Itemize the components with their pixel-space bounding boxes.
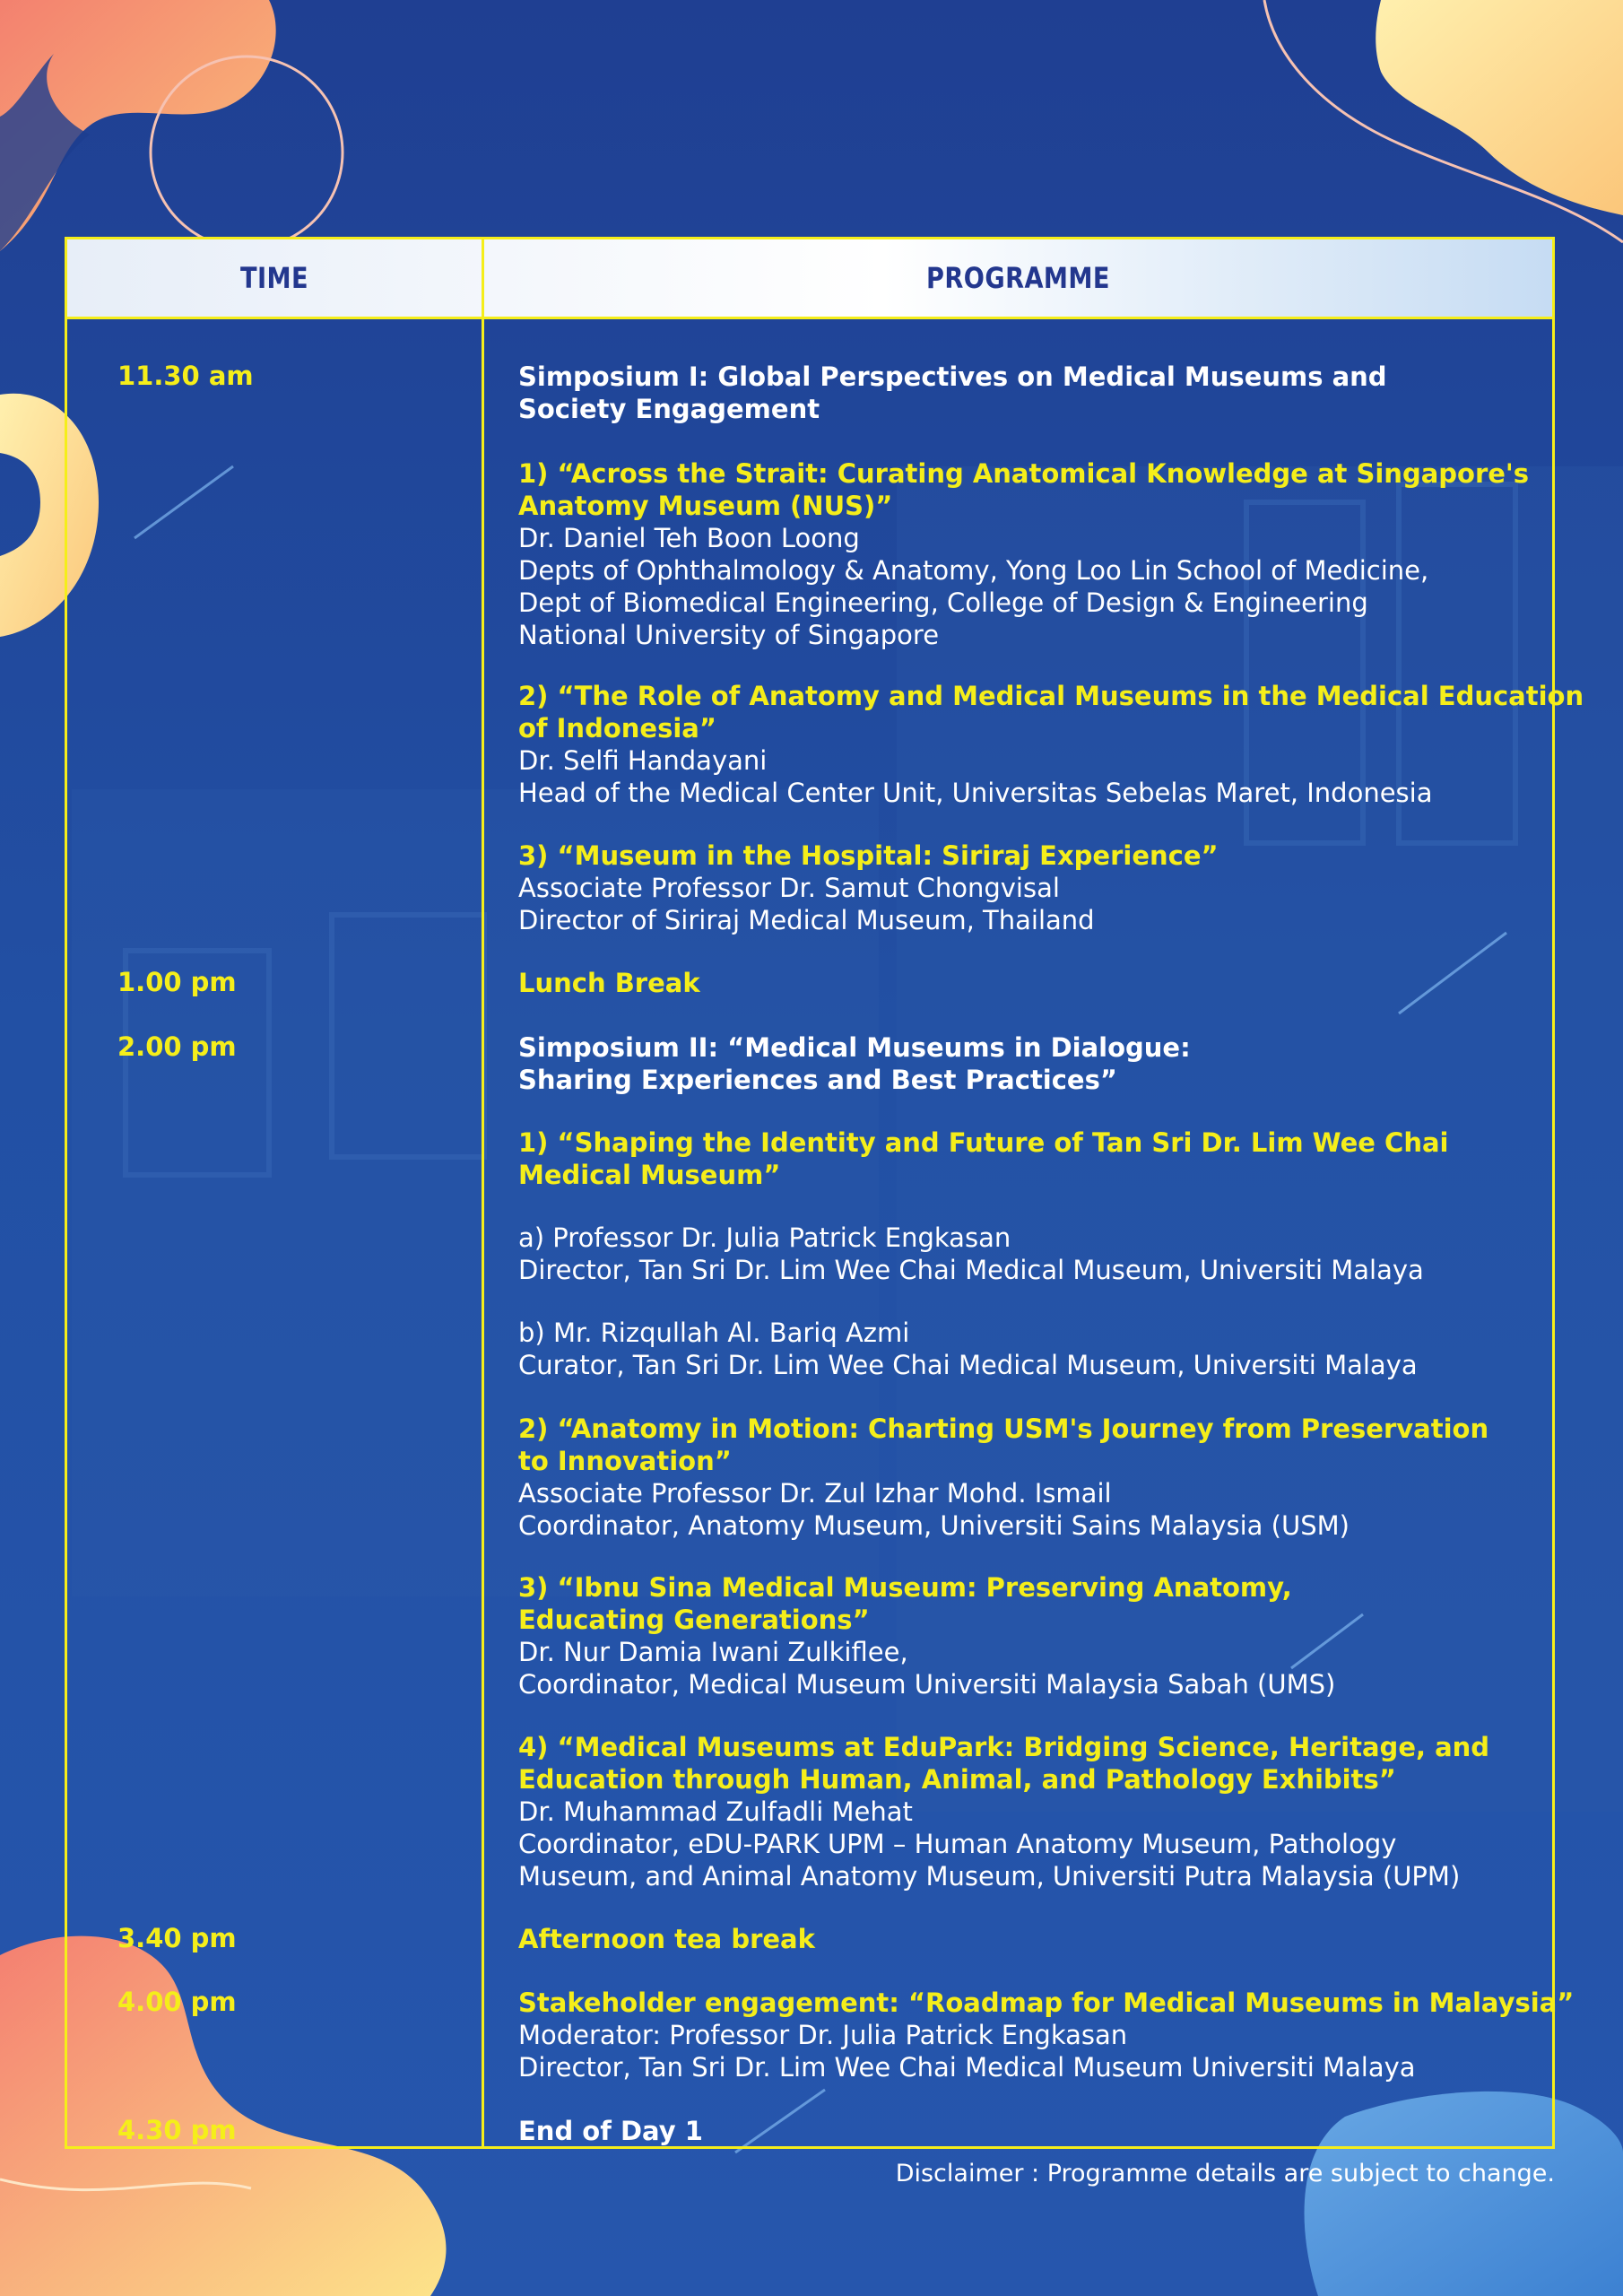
- disclaimer-note: Disclaimer : Programme details are subject to change.: [895, 2160, 1555, 2187]
- talk-upm-title-cont: Education through Human, Animal, and Pathology Exhibits”: [518, 1764, 1396, 1795]
- talk-usm-title: 2) “Anatomy in Motion: Charting USM's Journey from Preservation: [518, 1413, 1489, 1444]
- talk-siriraj: [518, 839, 1523, 936]
- speaker-b-role: Curator, Tan Sri Dr. Lim Wee Chai Medical Museum, Universiti Malaya: [518, 1350, 1418, 1380]
- talk-usm-affiliation: Coordinator, Anatomy Museum, Universiti Sains Malaysia (USM): [518, 1510, 1350, 1541]
- talk-nus-affiliation-2: Dept of Biomedical Engineering, College of Design & Engineering: [518, 587, 1368, 618]
- talk-ums-title-cont: Educating Generations”: [518, 1605, 870, 1635]
- tea-break-label: Afternoon tea break: [518, 1924, 815, 1954]
- talk-indonesia-affiliation: Head of the Medical Center Unit, Universitas Sebelas Maret, Indonesia: [518, 778, 1433, 808]
- simposium-2-title: Simposium II: “Medical Museums in Dialogue:: [518, 1032, 1191, 1063]
- time-column-header: TIME: [239, 261, 309, 295]
- time-400: 4.00 pm: [117, 1987, 237, 2017]
- talk-usm: [518, 1413, 1523, 1542]
- talk-siriraj-speaker: Associate Professor Dr. Samut Chongvisal: [518, 873, 1060, 903]
- talk-indonesia-title: 2) “The Role of Anatomy and Medical Museums in the Medical Education: [518, 681, 1584, 711]
- time-430: 4.30 pm: [117, 2115, 237, 2145]
- time-1130: 11.30 am: [117, 361, 254, 391]
- time-100: 1.00 pm: [117, 967, 237, 997]
- talk-nus-affiliation-3: National University of Singapore: [518, 620, 940, 650]
- talk-um-speaker-a: [518, 1222, 1523, 1286]
- simposium-1-title-cont: Society Engagement: [518, 394, 820, 424]
- stakeholder-moderator-role: Director, Tan Sri Dr. Lim Wee Chai Medical Museum Universiti Malaya: [518, 2052, 1416, 2083]
- stakeholder-moderator: Moderator: Professor Dr. Julia Patrick Engkasan: [518, 2020, 1128, 2050]
- talk-indonesia-title-cont: of Indonesia”: [518, 713, 716, 744]
- talk-nus-title: 1) “Across the Strait: Curating Anatomical Knowledge at Singapore's: [518, 458, 1530, 489]
- end-of-day-label: End of Day 1: [518, 2116, 703, 2146]
- lunch-break-label: Lunch Break: [518, 968, 700, 998]
- talk-um-title-cont: Medical Museum”: [518, 1160, 781, 1190]
- speaker-a-name: a) Professor Dr. Julia Patrick Engkasan: [518, 1222, 1011, 1253]
- tea-break: [518, 1923, 1523, 1955]
- talk-siriraj-affiliation: Director of Siriraj Medical Museum, Thailand: [518, 905, 1095, 935]
- talk-indonesia-speaker: Dr. Selfi Handayani: [518, 745, 768, 776]
- talk-nus-title-cont: Anatomy Museum (NUS)”: [518, 491, 893, 521]
- talk-upm-affiliation-2: Museum, and Animal Anatomy Museum, Universiti Putra Malaysia (UPM): [518, 1861, 1461, 1892]
- column-divider: [482, 239, 484, 2146]
- talk-indonesia: [518, 680, 1584, 809]
- talk-ums: [518, 1571, 1523, 1700]
- simposium-2-block: [518, 1031, 1523, 1096]
- talk-siriraj-title: 3) “Museum in the Hospital: Siriraj Experience”: [518, 840, 1219, 871]
- simposium-1-block: [518, 361, 1523, 425]
- talk-nus-speaker: Dr. Daniel Teh Boon Loong: [518, 523, 860, 553]
- speaker-b-name: b) Mr. Rizqullah Al. Bariq Azmi: [518, 1318, 910, 1348]
- table-header-row: [67, 239, 1552, 319]
- talk-ums-title: 3) “Ibnu Sina Medical Museum: Preserving Anatomy,: [518, 1572, 1292, 1603]
- talk-nus: [518, 457, 1530, 651]
- talk-ums-speaker: Dr. Nur Damia Iwani Zulkiflee,: [518, 1637, 908, 1667]
- talk-upm-affiliation-1: Coordinator, eDU-PARK UPM – Human Anatomy Museum, Pathology: [518, 1829, 1397, 1859]
- programme-column-header: PROGRAMME: [926, 261, 1110, 295]
- talk-um: [518, 1126, 1523, 1191]
- stakeholder-engagement: [518, 1987, 1575, 2083]
- talk-upm-title: 4) “Medical Museums at EduPark: Bridging Science, Heritage, and: [518, 1732, 1490, 1762]
- talk-ums-affiliation: Coordinator, Medical Museum Universiti Malaysia Sabah (UMS): [518, 1669, 1336, 1700]
- talk-usm-title-cont: to Innovation”: [518, 1446, 732, 1476]
- time-200: 2.00 pm: [117, 1031, 237, 1062]
- talk-um-speaker-b: [518, 1317, 1523, 1381]
- talk-upm: [518, 1731, 1523, 1892]
- simposium-1-title: Simposium I: Global Perspectives on Medical Museums and: [518, 361, 1387, 392]
- talk-nus-affiliation-1: Depts of Ophthalmology & Anatomy, Yong Loo Lin School of Medicine,: [518, 555, 1429, 586]
- lunch-break: [518, 967, 1523, 999]
- end-of-day: [518, 2115, 1523, 2147]
- speaker-a-role: Director, Tan Sri Dr. Lim Wee Chai Medical Museum, Universiti Malaya: [518, 1255, 1424, 1285]
- talk-usm-speaker: Associate Professor Dr. Zul Izhar Mohd. Ismail: [518, 1478, 1112, 1509]
- stakeholder-title: Stakeholder engagement: “Roadmap for Medical Museums in Malaysia”: [518, 1987, 1575, 2018]
- time-340: 3.40 pm: [117, 1923, 237, 1953]
- talk-um-title: 1) “Shaping the Identity and Future of Tan Sri Dr. Lim Wee Chai: [518, 1127, 1449, 1158]
- talk-upm-speaker: Dr. Muhammad Zulfadli Mehat: [518, 1796, 913, 1827]
- simposium-2-title-cont: Sharing Experiences and Best Practices”: [518, 1065, 1117, 1095]
